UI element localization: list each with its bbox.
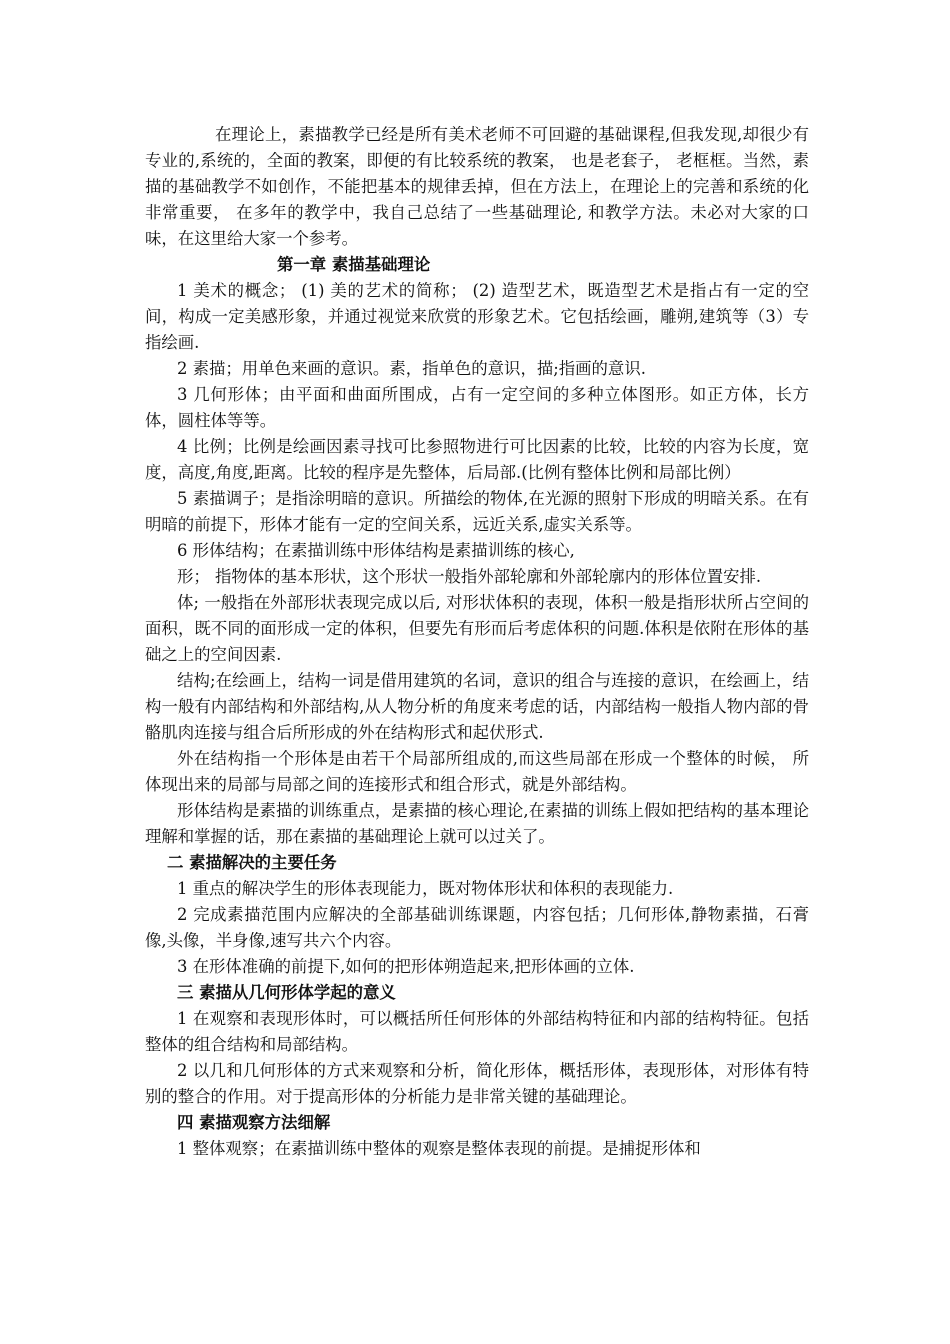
paragraph-volume: 体; 一般指在外部形状表现完成以后, 对形状体积的表现，体积一般是指形状所占空间的面积，既不同的面形成一定的体积，但要先有形而后考虑体积的问题.体积是依附在形体的基础之上的空间因素. [145, 593, 809, 664]
document-body [145, 122, 809, 1162]
paragraph-art-concept: 1 美术的概念； (1) 美的艺术的简称； (2) 造型艺术，既造型艺术是指占有一定的空间，构成一定美感形象，并通过视觉来欣赏的形象艺术。它包括绘画，雕朔,建筑等（3）专指绘画. [145, 281, 809, 352]
intro-paragraph: 在理论上，素描教学已经是所有美术老师不可回避的基础课程,但我发现,却很少有专业的,系统的，全面的教案，即便的有比较系统的教案， 也是老套子， 老框框。当然，素描的基础教学不如创作，不能把基本的规律丢掉，但在方法上，在理论上的完善和系统的化非常重要， 在多年的教学中，我自己总结了一些基础理论, 和教学方法。未必对大家的口味，在这里给大家一个参考。 [145, 125, 809, 248]
paragraph-form-structure: 6 形体结构；在素描训练中形体结构是素描训练的核心, [177, 541, 575, 560]
section-4-title: 四 素描观察方法细解 [177, 1113, 331, 1132]
paragraph-task-1: 1 重点的解决学生的形体表现能力，既对物体形状和体积的表现能力. [177, 879, 674, 898]
section-3-title: 三 素描从几何形体学起的意义 [177, 983, 396, 1002]
paragraph-task-2: 2 完成素描范围内应解决的全部基础训练课题，内容包括；几何形体,静物素描，石膏像,头像，半身像,速写共六个内容。 [145, 905, 809, 950]
paragraph-sketch-definition: 2 素描；用单色来画的意识。素，指单色的意识，描;指画的意识. [177, 359, 646, 378]
paragraph-meaning-2: 2 以几和几何形体的方式来观察和分析，简化形体，概括形体，表现形体，对形体有特别的整合的作用。对于提高形体的分析能力是非常关键的基础理论。 [145, 1061, 809, 1106]
chapter-1-title: 第一章 素描基础理论 [277, 255, 431, 274]
paragraph-geometric-forms: 3 几何形体；由平面和曲面所围成，占有一定空间的多种立体图形。如正方体，长方体，圆柱体等等。 [145, 385, 809, 430]
paragraph-tone: 5 素描调子；是指涂明暗的意识。所描绘的物体,在光源的照射下形成的明暗关系。在有明暗的前提下，形体才能有一定的空间关系，远近关系,虚实关系等。 [145, 489, 809, 534]
paragraph-shape: 形； 指物体的基本形状，这个形状一般指外部轮廓和外部轮廓内的形体位置安排. [177, 567, 762, 586]
paragraph-meaning-1: 1 在观察和表现形体时，可以概括所任何形体的外部结构特征和内部的结构特征。包括整体的组合结构和局部结构。 [145, 1009, 809, 1054]
paragraph-structure: 结构;在绘画上，结构一词是借用建筑的名词，意识的组合与连接的意识，在绘画上，结构一般有内部结构和外部结构,从人物分析的角度来考虑的话，内部结构一般指人物内部的骨骼肌肉连接与组合后所形成的外在结构形式和起伏形式. [145, 671, 809, 742]
paragraph-structure-focus: 形体结构是素描的训练重点，是素描的核心理论,在素描的训练上假如把结构的基本理论理解和掌握的话，那在素描的基础理论上就可以过关了。 [145, 801, 809, 846]
paragraph-task-3: 3 在形体准确的前提下,如何的把形体朔造起来,把形体画的立体. [177, 957, 635, 976]
paragraph-observation-1: 1 整体观察；在素描训练中整体的观察是整体表现的前提。是捕捉形体和 [177, 1139, 701, 1158]
section-2-title: 二 素描解决的主要任务 [167, 853, 337, 872]
paragraph-external-structure: 外在结构指一个形体是由若干个局部所组成的,而这些局部在形成一个整体的时候， 所体现出来的局部与局部之间的连接形式和组合形式，就是外部结构。 [145, 749, 809, 794]
paragraph-proportion: 4 比例；比例是绘画因素寻找可比参照物进行可比因素的比较，比较的内容为长度，宽度，高度,角度,距离。比较的程序是先整体，后局部.(比例有整体比例和局部比例） [145, 437, 809, 482]
